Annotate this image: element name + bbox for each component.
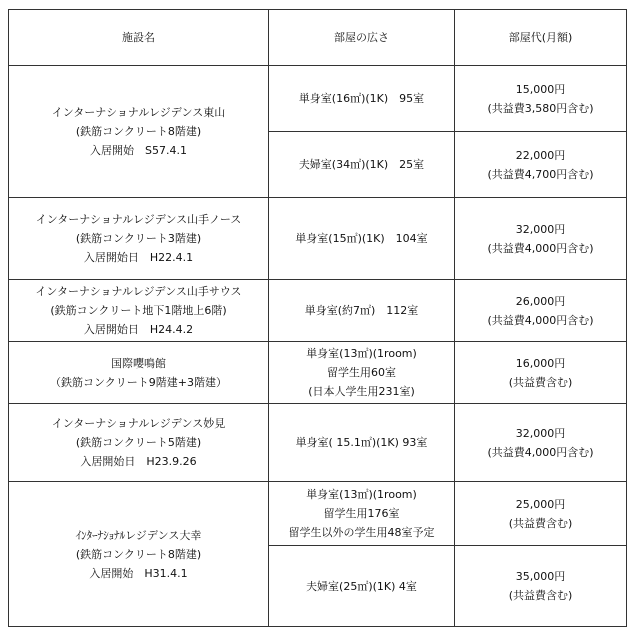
- rent-amount: 25,000円: [515, 497, 566, 511]
- room-size-cell: [269, 482, 455, 546]
- room-size-cell: [269, 280, 455, 342]
- room-size: 単身室(16㎡)(1K) 95室: [298, 92, 425, 105]
- table-row: [9, 342, 627, 404]
- rent-amount: 35,000円: [515, 570, 566, 583]
- rent-note: (共益費3,580円含む): [487, 101, 594, 115]
- rent-cell: [455, 280, 627, 342]
- facility-structure: （鉄筋コンクリート9階建+3階建）: [50, 375, 227, 389]
- table-row: [9, 198, 627, 280]
- table-row: [9, 66, 627, 132]
- rent-amount: 15,000円: [515, 82, 566, 96]
- facility-name-cell: [9, 404, 269, 482]
- table-row: [9, 280, 627, 342]
- facility-move-in: 入居開始 H31.4.1: [89, 566, 188, 580]
- rent-amount: 32,000円: [515, 426, 566, 440]
- facility-name-cell: [9, 198, 269, 280]
- rent-note: (共益費4,000円含む): [487, 241, 594, 255]
- facility-structure: (鉄筋コンクリート8階建): [75, 547, 202, 561]
- facility-name-cell: [9, 66, 269, 198]
- header-row: [9, 10, 627, 66]
- rent-amount: 26,000円: [515, 294, 566, 308]
- facility-move-in: 入居開始日 H22.4.1: [83, 251, 194, 264]
- rent-note: (共益費含む): [508, 516, 573, 530]
- rent-amount: 16,000円: [515, 356, 566, 370]
- room-size: 単身室( 15.1㎡)(1K) 93室: [295, 436, 428, 449]
- room-size: 夫婦室(25㎡)(1K) 4室: [306, 579, 417, 593]
- room-size-cell: [269, 342, 455, 404]
- rent-cell: [455, 342, 627, 404]
- facility-name: 国際嚶鳴館: [111, 356, 166, 370]
- rent-note: (共益費4,000円含む): [487, 313, 594, 327]
- room-size-cell: [269, 404, 455, 482]
- facility-structure: (鉄筋コンクリート地下1階地上6階): [50, 304, 227, 317]
- facility-structure: (鉄筋コンクリート8階建): [75, 125, 202, 138]
- header-facility: 施設名: [9, 10, 269, 66]
- table-row: [9, 482, 627, 546]
- rent-cell: [455, 132, 627, 198]
- facility-name-cell: [9, 280, 269, 342]
- header-rent: 部屋代(月額): [455, 10, 627, 66]
- room-note: (日本人学生用231室): [308, 385, 415, 398]
- facility-structure: (鉄筋コンクリート3階建): [75, 232, 202, 245]
- room-size-cell: [269, 132, 455, 198]
- facility-structure: (鉄筋コンクリート5階建): [75, 436, 202, 449]
- room-size: 単身室(約7㎡) 112室: [304, 304, 419, 317]
- facility-move-in: 入居開始 S57.4.1: [90, 144, 187, 157]
- room-size-cell: [269, 198, 455, 280]
- rent-amount: 32,000円: [515, 222, 566, 236]
- facility-name-cell: [9, 482, 269, 627]
- facility-table: [8, 9, 627, 627]
- room-note: 留学生以外の学生用48室予定: [288, 526, 435, 539]
- facility-name: インターナショナルレジデンス山手ノース: [35, 213, 242, 226]
- rent-cell: [455, 198, 627, 280]
- rent-note: (共益費含む): [508, 589, 573, 602]
- facility-move-in: 入居開始日 H23.9.26: [80, 455, 197, 468]
- rent-cell: [455, 404, 627, 482]
- rent-cell: [455, 66, 627, 132]
- header-room-size: 部屋の広さ: [269, 10, 455, 66]
- facility-name: インターナショナルレジデンス東山: [51, 106, 226, 119]
- room-size: 夫婦室(34㎡)(1K) 25室: [298, 158, 425, 171]
- room-count: 留学生用60室: [327, 366, 396, 379]
- room-size-cell: [269, 546, 455, 627]
- facility-name: ｲﾝﾀｰﾅｼｮﾅﾙレジデンス大幸: [75, 528, 202, 542]
- room-size-cell: [269, 66, 455, 132]
- room-count: 留学生用176室: [323, 507, 400, 520]
- room-size: 単身室(15㎡)(1K) 104室: [295, 232, 428, 245]
- facility-name: インターナショナルレジデンス山手サウス: [35, 285, 242, 298]
- rent-cell: [455, 546, 627, 627]
- rent-amount: 22,000円: [515, 148, 566, 162]
- facility-move-in: 入居開始日 H24.4.2: [83, 323, 194, 336]
- room-size: 単身室(13㎡)(1room): [306, 488, 417, 501]
- rent-note: (共益費4,700円含む): [487, 167, 594, 181]
- rent-note: (共益費含む): [508, 375, 573, 389]
- rent-note: (共益費4,000円含む): [487, 445, 594, 459]
- table-row: [9, 404, 627, 482]
- rent-cell: [455, 482, 627, 546]
- room-size: 単身室(13㎡)(1room): [306, 347, 417, 360]
- facility-name-cell: [9, 342, 269, 404]
- facility-name: インターナショナルレジデンス妙見: [51, 417, 226, 430]
